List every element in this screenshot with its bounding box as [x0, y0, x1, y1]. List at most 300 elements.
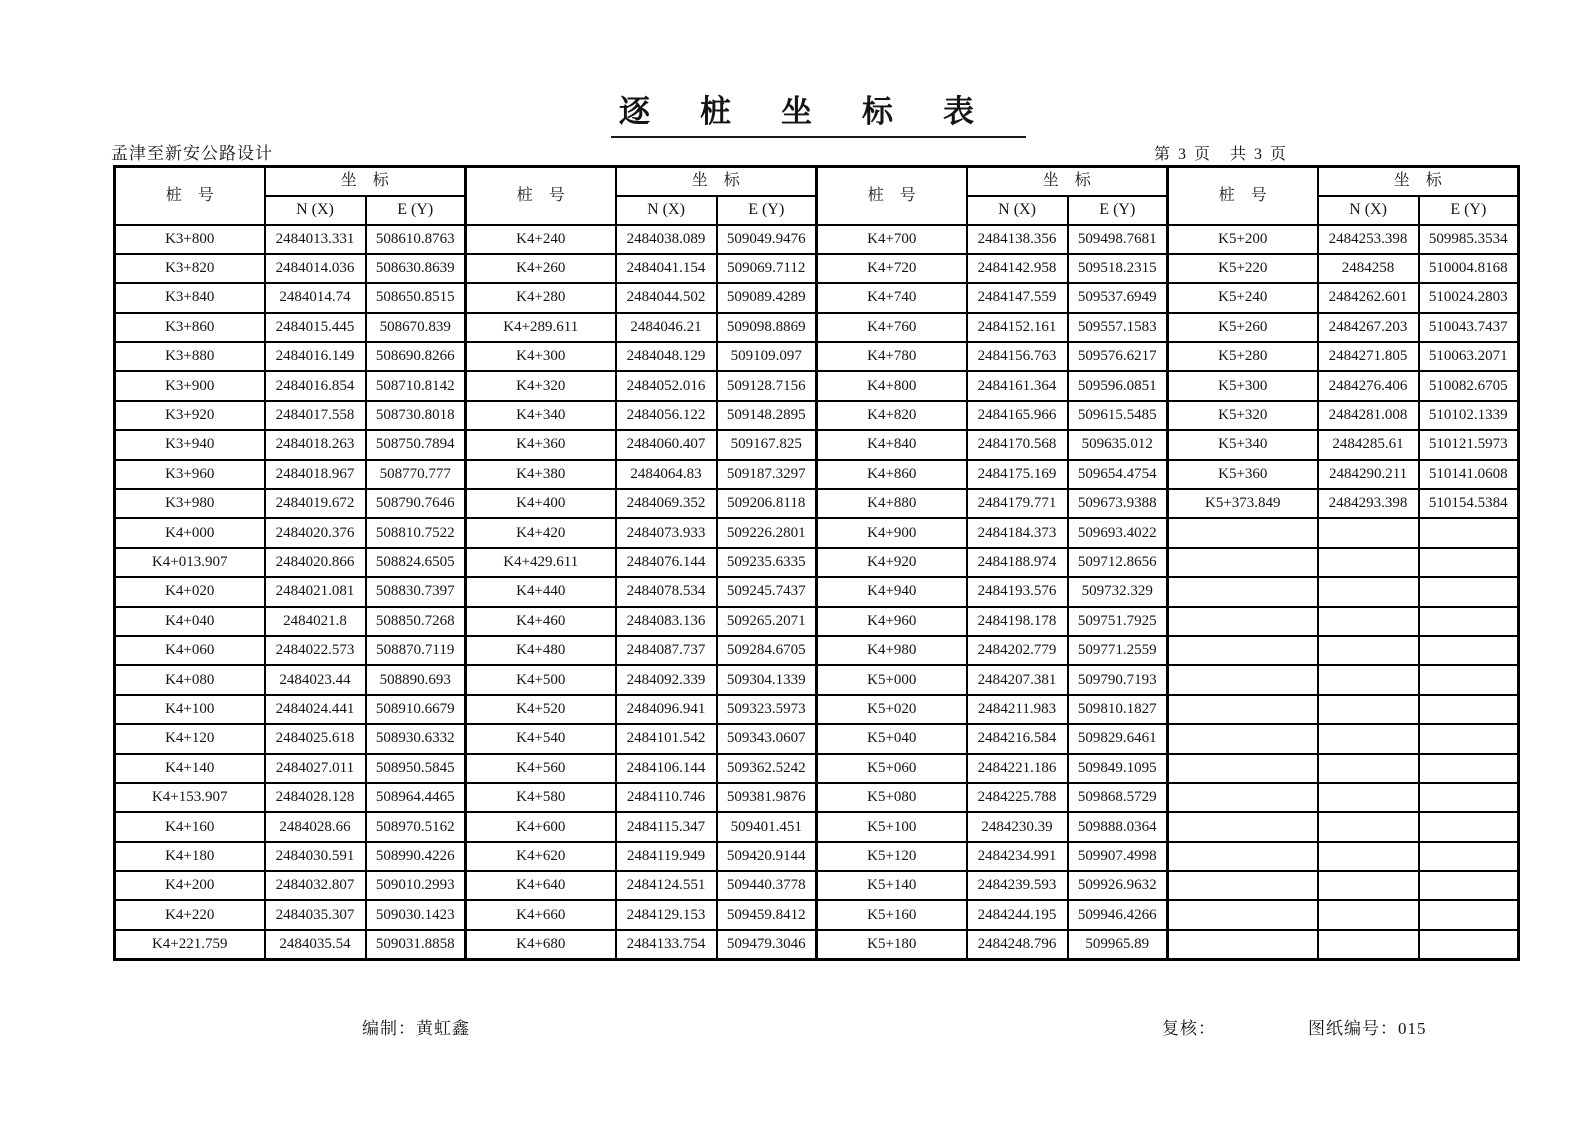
e-coordinate-cell: 508810.7522 — [366, 518, 466, 547]
pile-number-cell: K5+200 — [1168, 225, 1318, 254]
pile-number-cell: K5+373.849 — [1168, 489, 1318, 518]
pile-number-cell: K5+020 — [817, 695, 967, 724]
n-coordinate-cell: 2484202.779 — [967, 636, 1068, 665]
pile-number-cell: K4+080 — [115, 665, 265, 694]
e-coordinate-cell: 509109.097 — [717, 342, 817, 371]
e-coordinate-cell — [1419, 577, 1519, 606]
pile-number-cell: K4+360 — [466, 430, 616, 459]
pile-number-cell: K4+680 — [466, 930, 616, 959]
n-coordinate-cell: 2484035.307 — [265, 900, 366, 929]
compiler-label: 编制：黄虹鑫 — [362, 1019, 470, 1038]
n-coordinate-cell: 2484041.154 — [616, 254, 717, 283]
e-coordinate-cell: 508610.8763 — [366, 225, 466, 254]
pile-number-cell: K3+880 — [115, 342, 265, 371]
table-row — [115, 783, 1519, 812]
pile-number-cell: K4+240 — [466, 225, 616, 254]
page-number-info: 第 3 页 共 3 页 — [1154, 146, 1289, 163]
n-coordinate-cell — [1318, 665, 1419, 694]
pile-number-cell: K4+800 — [817, 371, 967, 400]
e-coordinate-cell: 508770.777 — [366, 460, 466, 489]
e-coordinate-cell: 508650.8515 — [366, 283, 466, 312]
pile-number-cell — [1168, 695, 1318, 724]
n-coordinate-cell — [1318, 724, 1419, 753]
n-coordinate-cell — [1318, 871, 1419, 900]
pile-number-cell: K4+120 — [115, 724, 265, 753]
pile-number-cell: K3+900 — [115, 371, 265, 400]
n-coordinate-cell: 2484267.203 — [1318, 313, 1419, 342]
pile-number-cell — [1168, 900, 1318, 929]
n-coordinate-cell: 2484044.502 — [616, 283, 717, 312]
pile-number-cell: K5+100 — [817, 812, 967, 841]
n-coordinate-cell: 2484013.331 — [265, 225, 366, 254]
e-coordinate-cell: 508830.7397 — [366, 577, 466, 606]
e-coordinate-cell: 509576.6217 — [1068, 342, 1168, 371]
n-coordinate-cell: 2484253.398 — [1318, 225, 1419, 254]
n-coordinate-cell: 2484096.941 — [616, 695, 717, 724]
e-coordinate-cell: 509771.2559 — [1068, 636, 1168, 665]
n-coordinate-cell: 2484017.558 — [265, 401, 366, 430]
pile-number-cell: K5+340 — [1168, 430, 1318, 459]
pile-number-cell — [1168, 871, 1318, 900]
n-coordinate-cell: 2484216.584 — [967, 724, 1068, 753]
table-row — [115, 577, 1519, 606]
table-row — [115, 313, 1519, 342]
n-coordinate-cell: 2484293.398 — [1318, 489, 1419, 518]
e-coordinate-cell: 508990.4226 — [366, 842, 466, 871]
pile-number-cell — [1168, 548, 1318, 577]
n-coordinate-cell: 2484048.129 — [616, 342, 717, 371]
pile-number-cell: K5+220 — [1168, 254, 1318, 283]
reviewer-label: 复核： — [1162, 1019, 1216, 1038]
n-coordinate-cell: 2484101.542 — [616, 724, 717, 753]
table-row — [115, 665, 1519, 694]
e-coordinate-cell: 508690.8266 — [366, 342, 466, 371]
pile-number-cell: K4+900 — [817, 518, 967, 547]
pile-number-cell: K4+860 — [817, 460, 967, 489]
e-coordinate-cell: 509712.8656 — [1068, 548, 1168, 577]
e-coordinate-cell: 509226.2801 — [717, 518, 817, 547]
pile-number-cell — [1168, 636, 1318, 665]
e-coordinate-cell: 509693.4022 — [1068, 518, 1168, 547]
pile-number-cell: K5+360 — [1168, 460, 1318, 489]
e-coordinate-cell: 509148.2895 — [717, 401, 817, 430]
coordinate-table — [113, 165, 1520, 961]
pile-number-cell: K4+000 — [115, 518, 265, 547]
pile-number-cell: K4+153.907 — [115, 783, 265, 812]
e-coordinate-cell: 508870.7119 — [366, 636, 466, 665]
n-coordinate-cell: 2484060.407 — [616, 430, 717, 459]
e-coordinate-cell — [1419, 812, 1519, 841]
e-coordinate-cell — [1419, 783, 1519, 812]
n-coordinate-cell — [1318, 812, 1419, 841]
e-coordinate-cell: 510063.2071 — [1419, 342, 1519, 371]
header-nx-label: N (X) — [265, 196, 366, 225]
e-coordinate-cell: 509673.9388 — [1068, 489, 1168, 518]
n-coordinate-cell: 2484184.373 — [967, 518, 1068, 547]
pile-number-cell: K3+860 — [115, 313, 265, 342]
pile-number-cell — [1168, 577, 1318, 606]
e-coordinate-cell: 509098.8869 — [717, 313, 817, 342]
e-coordinate-cell: 508930.6332 — [366, 724, 466, 753]
pile-number-cell: K5+120 — [817, 842, 967, 871]
e-coordinate-cell: 509089.4289 — [717, 283, 817, 312]
header-coord-label: 坐 标 — [967, 167, 1168, 196]
n-coordinate-cell — [1318, 636, 1419, 665]
pile-number-cell: K4+013.907 — [115, 548, 265, 577]
table-row — [115, 812, 1519, 841]
pile-number-cell: K3+840 — [115, 283, 265, 312]
pile-number-cell — [1168, 930, 1318, 959]
pile-number-cell: K4+300 — [466, 342, 616, 371]
e-coordinate-cell — [1419, 930, 1519, 959]
table-row — [115, 283, 1519, 312]
n-coordinate-cell — [1318, 754, 1419, 783]
e-coordinate-cell — [1419, 900, 1519, 929]
e-coordinate-cell: 508950.5845 — [366, 754, 466, 783]
n-coordinate-cell: 2484290.211 — [1318, 460, 1419, 489]
pile-number-cell: K4+220 — [115, 900, 265, 929]
pile-number-cell — [1168, 607, 1318, 636]
e-coordinate-cell: 509167.825 — [717, 430, 817, 459]
n-coordinate-cell: 2484022.573 — [265, 636, 366, 665]
n-coordinate-cell: 2484161.364 — [967, 371, 1068, 400]
title-wrap — [0, 86, 1587, 138]
table-row — [115, 518, 1519, 547]
pile-number-cell: K4+720 — [817, 254, 967, 283]
e-coordinate-cell: 508710.8142 — [366, 371, 466, 400]
pile-number-cell: K5+000 — [817, 665, 967, 694]
n-coordinate-cell: 2484021.081 — [265, 577, 366, 606]
e-coordinate-cell: 509985.3534 — [1419, 225, 1519, 254]
e-coordinate-cell: 509362.5242 — [717, 754, 817, 783]
e-coordinate-cell: 509069.7112 — [717, 254, 817, 283]
pile-number-cell: K4+600 — [466, 812, 616, 841]
n-coordinate-cell: 2484133.754 — [616, 930, 717, 959]
e-coordinate-cell: 510141.0608 — [1419, 460, 1519, 489]
n-coordinate-cell — [1318, 548, 1419, 577]
e-coordinate-cell: 510102.1339 — [1419, 401, 1519, 430]
n-coordinate-cell: 2484193.576 — [967, 577, 1068, 606]
e-coordinate-cell: 510004.8168 — [1419, 254, 1519, 283]
e-coordinate-cell: 508790.7646 — [366, 489, 466, 518]
e-coordinate-cell: 509187.3297 — [717, 460, 817, 489]
pile-number-cell: K5+080 — [817, 783, 967, 812]
n-coordinate-cell: 2484020.376 — [265, 518, 366, 547]
pile-number-cell: K5+320 — [1168, 401, 1318, 430]
n-coordinate-cell: 2484175.169 — [967, 460, 1068, 489]
n-coordinate-cell: 2484023.44 — [265, 665, 366, 694]
n-coordinate-cell — [1318, 930, 1419, 959]
n-coordinate-cell: 2484016.854 — [265, 371, 366, 400]
e-coordinate-cell: 509965.89 — [1068, 930, 1168, 959]
e-coordinate-cell: 509498.7681 — [1068, 225, 1168, 254]
pile-number-cell: K4+500 — [466, 665, 616, 694]
table-row — [115, 930, 1519, 959]
e-coordinate-cell: 509596.0851 — [1068, 371, 1168, 400]
n-coordinate-cell: 2484076.144 — [616, 548, 717, 577]
pile-number-cell: K4+540 — [466, 724, 616, 753]
n-coordinate-cell: 2484221.186 — [967, 754, 1068, 783]
pile-number-cell: K5+140 — [817, 871, 967, 900]
pile-number-cell: K4+740 — [817, 283, 967, 312]
e-coordinate-cell: 510082.6705 — [1419, 371, 1519, 400]
pile-number-cell: K4+260 — [466, 254, 616, 283]
pile-number-cell: K4+580 — [466, 783, 616, 812]
n-coordinate-cell — [1318, 695, 1419, 724]
e-coordinate-cell: 509849.1095 — [1068, 754, 1168, 783]
e-coordinate-cell: 509381.9876 — [717, 783, 817, 812]
e-coordinate-cell: 509635.012 — [1068, 430, 1168, 459]
e-coordinate-cell: 509010.2993 — [366, 871, 466, 900]
pile-number-cell: K4+440 — [466, 577, 616, 606]
n-coordinate-cell: 2484138.356 — [967, 225, 1068, 254]
pile-number-cell: K4+320 — [466, 371, 616, 400]
e-coordinate-cell — [1419, 665, 1519, 694]
e-coordinate-cell: 509479.3046 — [717, 930, 817, 959]
pile-number-cell: K4+200 — [115, 871, 265, 900]
e-coordinate-cell — [1419, 871, 1519, 900]
e-coordinate-cell: 509245.7437 — [717, 577, 817, 606]
pile-number-cell: K4+880 — [817, 489, 967, 518]
n-coordinate-cell: 2484142.958 — [967, 254, 1068, 283]
e-coordinate-cell: 509323.5973 — [717, 695, 817, 724]
pile-number-cell: K4+140 — [115, 754, 265, 783]
n-coordinate-cell: 2484152.161 — [967, 313, 1068, 342]
pile-number-cell: K4+060 — [115, 636, 265, 665]
header-coord-label: 坐 标 — [265, 167, 466, 196]
n-coordinate-cell: 2484025.618 — [265, 724, 366, 753]
n-coordinate-cell: 2484020.866 — [265, 548, 366, 577]
header-pile-label: 桩 号 — [115, 167, 265, 225]
header-ey-label: E (Y) — [366, 196, 466, 225]
table-row — [115, 225, 1519, 254]
e-coordinate-cell: 509518.2315 — [1068, 254, 1168, 283]
e-coordinate-cell: 509265.2071 — [717, 607, 817, 636]
e-coordinate-cell: 509888.0364 — [1068, 812, 1168, 841]
n-coordinate-cell: 2484281.008 — [1318, 401, 1419, 430]
e-coordinate-cell: 509343.0607 — [717, 724, 817, 753]
pile-number-cell: K4+820 — [817, 401, 967, 430]
pile-number-cell: K4+380 — [466, 460, 616, 489]
pile-number-cell: K4+980 — [817, 636, 967, 665]
pile-number-cell: K4+100 — [115, 695, 265, 724]
pile-number-cell: K4+280 — [466, 283, 616, 312]
n-coordinate-cell: 2484271.805 — [1318, 342, 1419, 371]
pile-number-cell: K4+840 — [817, 430, 967, 459]
n-coordinate-cell: 2484129.153 — [616, 900, 717, 929]
pile-number-cell: K4+160 — [115, 812, 265, 841]
n-coordinate-cell: 2484014.74 — [265, 283, 366, 312]
header-pile-label: 桩 号 — [466, 167, 616, 225]
e-coordinate-cell — [1419, 842, 1519, 871]
table-row — [115, 548, 1519, 577]
header-pile-label: 桩 号 — [1168, 167, 1318, 225]
e-coordinate-cell: 508910.6679 — [366, 695, 466, 724]
n-coordinate-cell: 2484046.21 — [616, 313, 717, 342]
header-coord-label: 坐 标 — [616, 167, 817, 196]
pile-number-cell: K4+480 — [466, 636, 616, 665]
pile-number-cell: K5+040 — [817, 724, 967, 753]
table-row — [115, 754, 1519, 783]
n-coordinate-cell: 2484087.737 — [616, 636, 717, 665]
e-coordinate-cell: 509128.7156 — [717, 371, 817, 400]
e-coordinate-cell: 509790.7193 — [1068, 665, 1168, 694]
n-coordinate-cell: 2484234.991 — [967, 842, 1068, 871]
n-coordinate-cell: 2484092.339 — [616, 665, 717, 694]
pile-number-cell: K4+920 — [817, 548, 967, 577]
pile-number-cell: K3+960 — [115, 460, 265, 489]
n-coordinate-cell — [1318, 842, 1419, 871]
n-coordinate-cell: 2484083.136 — [616, 607, 717, 636]
e-coordinate-cell — [1419, 695, 1519, 724]
n-coordinate-cell — [1318, 783, 1419, 812]
e-coordinate-cell: 510121.5973 — [1419, 430, 1519, 459]
n-coordinate-cell: 2484078.534 — [616, 577, 717, 606]
pile-number-cell: K5+160 — [817, 900, 967, 929]
e-coordinate-cell: 508850.7268 — [366, 607, 466, 636]
table-row — [115, 371, 1519, 400]
e-coordinate-cell: 509868.5729 — [1068, 783, 1168, 812]
n-coordinate-cell — [1318, 518, 1419, 547]
e-coordinate-cell: 510024.2803 — [1419, 283, 1519, 312]
e-coordinate-cell: 508630.8639 — [366, 254, 466, 283]
pile-number-cell — [1168, 724, 1318, 753]
e-coordinate-cell: 509235.6335 — [717, 548, 817, 577]
n-coordinate-cell: 2484276.406 — [1318, 371, 1419, 400]
n-coordinate-cell: 2484115.347 — [616, 812, 717, 841]
n-coordinate-cell: 2484106.144 — [616, 754, 717, 783]
n-coordinate-cell: 2484038.089 — [616, 225, 717, 254]
n-coordinate-cell: 2484207.381 — [967, 665, 1068, 694]
n-coordinate-cell: 2484035.54 — [265, 930, 366, 959]
e-coordinate-cell: 509557.1583 — [1068, 313, 1168, 342]
n-coordinate-cell: 2484052.016 — [616, 371, 717, 400]
n-coordinate-cell: 2484019.672 — [265, 489, 366, 518]
table-row — [115, 636, 1519, 665]
n-coordinate-cell — [1318, 900, 1419, 929]
n-coordinate-cell: 2484225.788 — [967, 783, 1068, 812]
project-name: 孟津至新安公路设计 — [111, 144, 273, 163]
n-coordinate-cell: 2484244.195 — [967, 900, 1068, 929]
n-coordinate-cell: 2484119.949 — [616, 842, 717, 871]
n-coordinate-cell: 2484016.149 — [265, 342, 366, 371]
e-coordinate-cell: 509440.3778 — [717, 871, 817, 900]
pile-number-cell — [1168, 665, 1318, 694]
pile-number-cell: K4+700 — [817, 225, 967, 254]
table-row — [115, 724, 1519, 753]
table-row — [115, 401, 1519, 430]
e-coordinate-cell: 509031.8858 — [366, 930, 466, 959]
pile-number-cell: K4+780 — [817, 342, 967, 371]
header-nx-label: N (X) — [967, 196, 1068, 225]
pile-number-cell: K4+560 — [466, 754, 616, 783]
e-coordinate-cell — [1419, 636, 1519, 665]
n-coordinate-cell — [1318, 577, 1419, 606]
pile-number-cell: K3+940 — [115, 430, 265, 459]
e-coordinate-cell: 509030.1423 — [366, 900, 466, 929]
pile-number-cell: K5+240 — [1168, 283, 1318, 312]
e-coordinate-cell: 509907.4998 — [1068, 842, 1168, 871]
e-coordinate-cell: 508824.6505 — [366, 548, 466, 577]
pile-number-cell: K4+180 — [115, 842, 265, 871]
pile-number-cell — [1168, 842, 1318, 871]
n-coordinate-cell: 2484230.39 — [967, 812, 1068, 841]
pile-number-cell: K4+429.611 — [466, 548, 616, 577]
table-row — [115, 489, 1519, 518]
pile-number-cell: K4+420 — [466, 518, 616, 547]
pile-number-cell: K4+520 — [466, 695, 616, 724]
n-coordinate-cell: 2484198.178 — [967, 607, 1068, 636]
header-nx-label: N (X) — [1318, 196, 1419, 225]
header-pile-label: 桩 号 — [817, 167, 967, 225]
e-coordinate-cell — [1419, 548, 1519, 577]
n-coordinate-cell: 2484015.445 — [265, 313, 366, 342]
e-coordinate-cell: 508730.8018 — [366, 401, 466, 430]
pile-number-cell: K4+620 — [466, 842, 616, 871]
e-coordinate-cell: 509654.4754 — [1068, 460, 1168, 489]
pile-number-cell: K3+920 — [115, 401, 265, 430]
e-coordinate-cell: 509810.1827 — [1068, 695, 1168, 724]
e-coordinate-cell: 510154.5384 — [1419, 489, 1519, 518]
pile-number-cell — [1168, 812, 1318, 841]
n-coordinate-cell: 2484285.61 — [1318, 430, 1419, 459]
e-coordinate-cell: 509946.4266 — [1068, 900, 1168, 929]
pile-number-cell: K5+060 — [817, 754, 967, 783]
pile-number-cell: K4+640 — [466, 871, 616, 900]
pile-number-cell: K4+221.759 — [115, 930, 265, 959]
e-coordinate-cell — [1419, 754, 1519, 783]
pile-number-cell: K3+980 — [115, 489, 265, 518]
e-coordinate-cell — [1419, 607, 1519, 636]
e-coordinate-cell: 509751.7925 — [1068, 607, 1168, 636]
e-coordinate-cell: 508670.839 — [366, 313, 466, 342]
e-coordinate-cell: 508750.7894 — [366, 430, 466, 459]
n-coordinate-cell: 2484170.568 — [967, 430, 1068, 459]
table-row — [115, 871, 1519, 900]
table-row — [115, 695, 1519, 724]
pile-number-cell: K5+280 — [1168, 342, 1318, 371]
pile-number-cell — [1168, 518, 1318, 547]
pile-number-cell: K4+289.611 — [466, 313, 616, 342]
pile-number-cell: K4+760 — [817, 313, 967, 342]
pile-number-cell: K4+460 — [466, 607, 616, 636]
n-coordinate-cell: 2484258 — [1318, 254, 1419, 283]
n-coordinate-cell: 2484032.807 — [265, 871, 366, 900]
pile-number-cell: K3+820 — [115, 254, 265, 283]
header-ey-label: E (Y) — [717, 196, 817, 225]
n-coordinate-cell: 2484262.601 — [1318, 283, 1419, 312]
n-coordinate-cell: 2484188.974 — [967, 548, 1068, 577]
n-coordinate-cell: 2484028.128 — [265, 783, 366, 812]
n-coordinate-cell: 2484248.796 — [967, 930, 1068, 959]
n-coordinate-cell: 2484018.967 — [265, 460, 366, 489]
pile-number-cell: K4+400 — [466, 489, 616, 518]
n-coordinate-cell: 2484073.933 — [616, 518, 717, 547]
n-coordinate-cell: 2484069.352 — [616, 489, 717, 518]
e-coordinate-cell: 509304.1339 — [717, 665, 817, 694]
table-row — [115, 342, 1519, 371]
n-coordinate-cell: 2484147.559 — [967, 283, 1068, 312]
e-coordinate-cell — [1419, 724, 1519, 753]
n-coordinate-cell: 2484239.593 — [967, 871, 1068, 900]
n-coordinate-cell: 2484028.66 — [265, 812, 366, 841]
n-coordinate-cell: 2484030.591 — [265, 842, 366, 871]
pile-number-cell: K4+960 — [817, 607, 967, 636]
n-coordinate-cell: 2484179.771 — [967, 489, 1068, 518]
table-row — [115, 460, 1519, 489]
pile-number-cell: K3+800 — [115, 225, 265, 254]
n-coordinate-cell: 2484021.8 — [265, 607, 366, 636]
